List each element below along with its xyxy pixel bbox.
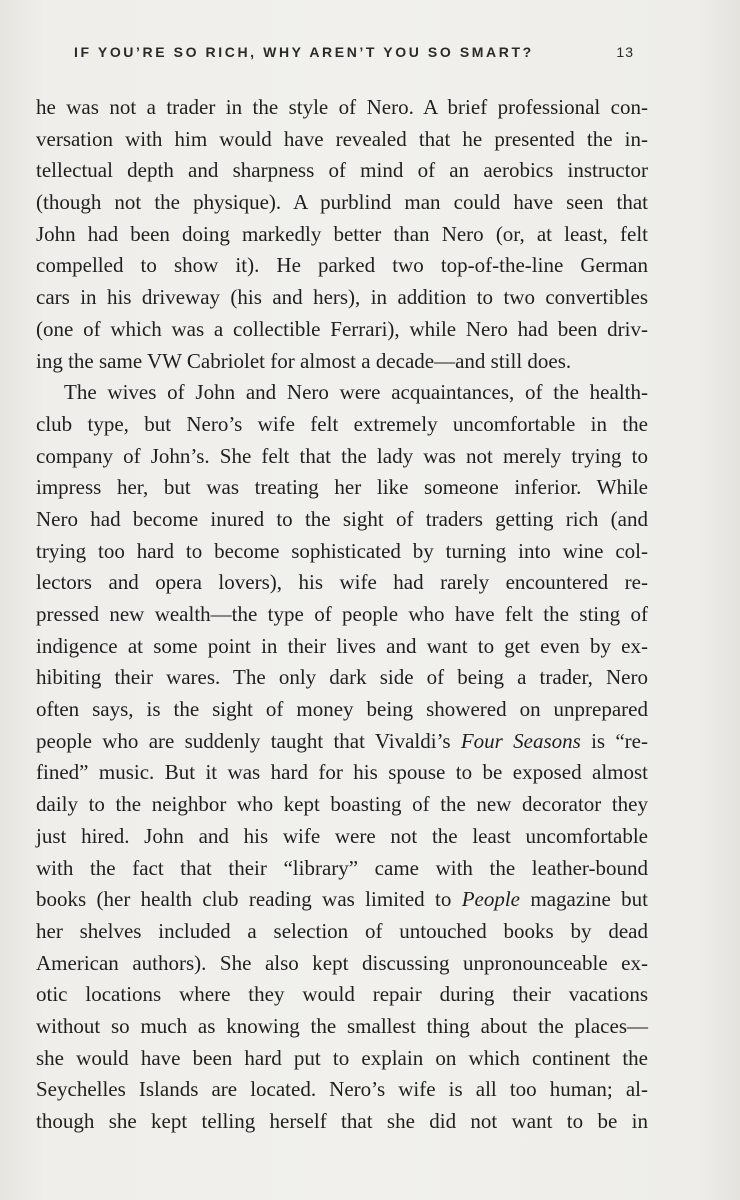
text-line: without so much as knowing the smallest thing about the places— xyxy=(36,1013,648,1038)
text-line: compelled to show it). He parked two top-of-the-line German xyxy=(36,253,648,278)
text-segment: magazine but xyxy=(520,887,648,912)
running-title: IF YOU’RE SO RICH, WHY AREN’T YOU SO SMART? xyxy=(74,44,534,60)
text-line: Seychelles Islands are located. Nero’s wife is all too human; al- xyxy=(36,1077,648,1102)
text-line: pressed new wealth—the type of people who have felt the sting of xyxy=(36,602,648,626)
text-segment: is “re- xyxy=(580,728,648,753)
text-line: ing the same VW Cabriolet for almost a decade—and still does. xyxy=(36,348,572,373)
text-line: daily to the neighbor who kept boasting of the new decorator they xyxy=(36,792,648,817)
body-text xyxy=(36,92,648,1138)
text-line: (though not the physique). A purblind man could have seen that xyxy=(36,190,648,215)
running-head xyxy=(74,44,634,60)
italic-title: People xyxy=(461,887,521,912)
text-segment: people who are suddenly taught that Vivaldi’s xyxy=(36,728,461,753)
text-line: hibiting their wares. The only dark side of being a trader, Nero xyxy=(36,665,648,690)
italic-title: Four Seasons xyxy=(460,728,581,753)
text-line: though she kept telling herself that she did not want to be in xyxy=(36,1109,648,1133)
text-line: just hired. John and his wife were not the least uncomfortable xyxy=(36,823,648,848)
text-line: fined” music. But it was hard for his spouse to be exposed almost xyxy=(36,760,648,785)
text-line: cars in his driveway (his and hers), in addition to two convertibles xyxy=(36,285,648,310)
text-line: club type, but Nero’s wife felt extremely uncomfortable in the xyxy=(36,411,648,436)
text-line: Nero had become inured to the sight of traders getting rich (and xyxy=(36,506,648,531)
text-line: her shelves included a selection of untouched books by dead xyxy=(36,918,648,943)
text-line xyxy=(36,726,648,758)
text-line: trying too hard to become sophisticated by turning into wine col- xyxy=(36,538,648,563)
text-line: versation with him would have revealed that he presented the in- xyxy=(36,126,648,151)
text-line: American authors). She also kept discussing unpronounceable ex- xyxy=(36,950,648,975)
text-line: lectors and opera lovers), his wife had rarely encountered re- xyxy=(36,570,648,595)
text-line: she would have been hard put to explain on which continent the xyxy=(36,1045,648,1070)
text-line: John had been doing markedly better than Nero (or, at least, felt xyxy=(36,221,648,246)
text-line: (one of which was a collectible Ferrari), while Nero had been driv- xyxy=(36,316,648,341)
text-line: tellectual depth and sharpness of mind of an aerobics instructor xyxy=(36,158,648,183)
text-line: with the fact that their “library” came with the leather-bound xyxy=(36,855,648,880)
text-line: otic locations where they would repair during their vacations xyxy=(36,982,648,1007)
text-line: The wives of John and Nero were acquaintances, of the health- xyxy=(64,380,648,405)
text-line: impress her, but was treating her like someone inferior. While xyxy=(36,475,648,500)
text-segment: books (her health club reading was limited to xyxy=(36,887,462,912)
text-line: often says, is the sight of money being showered on unprepared xyxy=(36,697,648,722)
text-line xyxy=(36,884,648,916)
text-line: company of John’s. She felt that the lady was not merely trying to xyxy=(36,443,648,468)
page-number: 13 xyxy=(616,44,634,60)
text-line: indigence at some point in their lives and want to get even by ex- xyxy=(36,633,648,658)
text-line: he was not a trader in the style of Nero. A brief professional con- xyxy=(36,95,648,119)
